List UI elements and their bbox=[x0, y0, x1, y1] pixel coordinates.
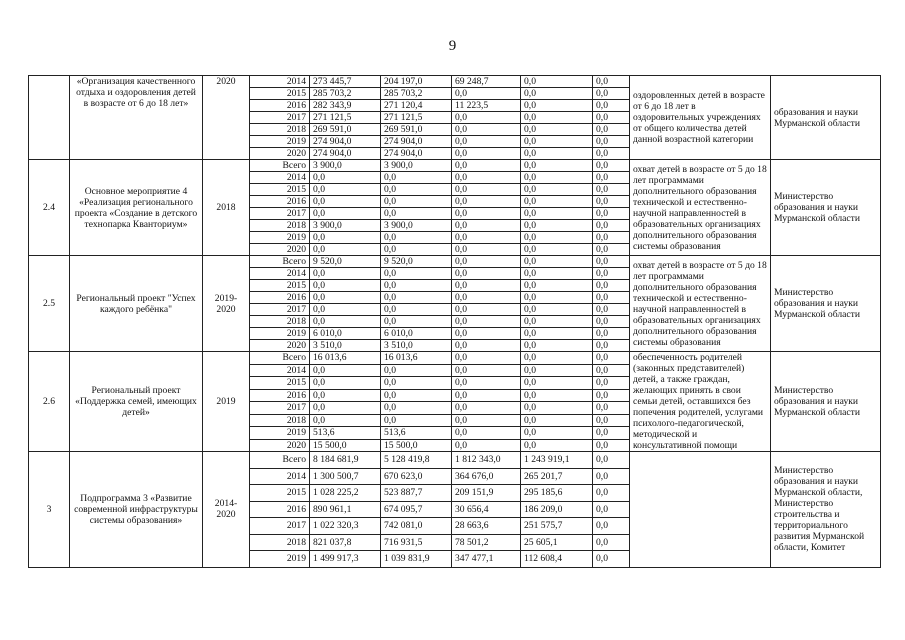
value-cell: 0,0 bbox=[593, 439, 630, 452]
value-cell: 0,0 bbox=[310, 304, 381, 316]
value-cell: 0,0 bbox=[593, 268, 630, 280]
value-cell: 11 223,5 bbox=[452, 100, 521, 112]
year-cell: 2019 bbox=[250, 328, 310, 340]
table-row bbox=[29, 452, 881, 469]
year-cell: 2014 bbox=[250, 468, 310, 485]
value-cell: 16 013,6 bbox=[310, 352, 381, 365]
result-indicator bbox=[630, 452, 771, 568]
value-cell: 1 028 225,2 bbox=[310, 485, 381, 502]
value-cell: 0,0 bbox=[381, 232, 452, 244]
value-cell: 0,0 bbox=[381, 292, 452, 304]
value-cell: 9 520,0 bbox=[310, 256, 381, 268]
value-cell: 0,0 bbox=[521, 389, 593, 402]
value-cell: 0,0 bbox=[310, 244, 381, 256]
value-cell: 3 900,0 bbox=[381, 160, 452, 172]
result-indicator: оздоровленных детей в возрасте от 6 до 18 лет в оздоровительных учреждениях от общего количества детей данной возрастной категории bbox=[630, 76, 771, 160]
value-cell: 0,0 bbox=[310, 377, 381, 390]
value-cell: 0,0 bbox=[381, 244, 452, 256]
year-cell: 2019 bbox=[250, 551, 310, 568]
value-cell: 0,0 bbox=[593, 518, 630, 535]
value-cell: 0,0 bbox=[521, 256, 593, 268]
value-cell: 513,6 bbox=[381, 427, 452, 440]
value-cell: 0,0 bbox=[452, 196, 521, 208]
value-cell: 271 121,5 bbox=[310, 112, 381, 124]
table-row bbox=[29, 76, 881, 88]
year-cell: 2020 bbox=[250, 244, 310, 256]
executor: Министерство образования и науки Мурманской области bbox=[771, 256, 881, 352]
year-cell: 2014 bbox=[250, 364, 310, 377]
value-cell: 295 185,6 bbox=[521, 485, 593, 502]
value-cell: 0,0 bbox=[521, 232, 593, 244]
year-cell: 2017 bbox=[250, 112, 310, 124]
value-cell: 8 184 681,9 bbox=[310, 452, 381, 469]
row-number: 2.6 bbox=[29, 352, 70, 452]
value-cell: 0,0 bbox=[521, 402, 593, 415]
value-cell: 0,0 bbox=[521, 328, 593, 340]
value-cell: 274 904,0 bbox=[381, 148, 452, 160]
row-number: 3 bbox=[29, 452, 70, 568]
year-cell: 2016 bbox=[250, 100, 310, 112]
value-cell: 0,0 bbox=[381, 268, 452, 280]
value-cell: 0,0 bbox=[593, 377, 630, 390]
value-cell: 0,0 bbox=[593, 389, 630, 402]
value-cell: 271 120,4 bbox=[381, 100, 452, 112]
value-cell: 0,0 bbox=[593, 136, 630, 148]
value-cell: 0,0 bbox=[452, 328, 521, 340]
year-cell: 2014 bbox=[250, 76, 310, 88]
value-cell: 0,0 bbox=[593, 88, 630, 100]
value-cell: 0,0 bbox=[452, 220, 521, 232]
table-body bbox=[29, 76, 881, 568]
value-cell: 513,6 bbox=[310, 427, 381, 440]
year-cell: 2017 bbox=[250, 304, 310, 316]
value-cell: 0,0 bbox=[381, 389, 452, 402]
value-cell: 523 887,7 bbox=[381, 485, 452, 502]
value-cell: 0,0 bbox=[593, 184, 630, 196]
result-indicator: охват детей в возрасте от 5 до 18 лет программами дополнительного образования технической и естественно-научной направленностей в образовательных организациях дополнительного образования системы образования bbox=[630, 160, 771, 256]
value-cell: 0,0 bbox=[310, 389, 381, 402]
value-cell: 347 477,1 bbox=[452, 551, 521, 568]
value-cell: 0,0 bbox=[521, 196, 593, 208]
value-cell: 670 623,0 bbox=[381, 468, 452, 485]
value-cell: 742 081,0 bbox=[381, 518, 452, 535]
value-cell: 0,0 bbox=[593, 256, 630, 268]
activity-name: Региональный проект «Поддержка семей, имеющих детей» bbox=[70, 352, 203, 452]
year-cell: 2017 bbox=[250, 402, 310, 415]
value-cell: 0,0 bbox=[521, 414, 593, 427]
row-number bbox=[29, 76, 70, 160]
value-cell: 28 663,6 bbox=[452, 518, 521, 535]
value-cell: 0,0 bbox=[521, 352, 593, 365]
result-indicator: обеспеченность родителей (законных представителей) детей, а также граждан, желающих принять в свои семьи детей, оставшихся без попечения родителей, услугами психолого-педагогической, методической и консультативной помощи bbox=[630, 352, 771, 452]
year-cell: 2015 bbox=[250, 280, 310, 292]
row-number: 2.4 bbox=[29, 160, 70, 256]
value-cell: 0,0 bbox=[593, 196, 630, 208]
value-cell: 0,0 bbox=[521, 124, 593, 136]
value-cell: 890 961,1 bbox=[310, 501, 381, 518]
value-cell: 0,0 bbox=[593, 468, 630, 485]
row-number: 2.5 bbox=[29, 256, 70, 352]
value-cell: 0,0 bbox=[310, 184, 381, 196]
value-cell: 0,0 bbox=[310, 196, 381, 208]
year-cell: 2020 bbox=[250, 340, 310, 352]
executor: Министерство образования и науки Мурманской области bbox=[771, 160, 881, 256]
value-cell: 0,0 bbox=[593, 534, 630, 551]
value-cell: 0,0 bbox=[521, 172, 593, 184]
year-cell: 2014 bbox=[250, 268, 310, 280]
value-cell: 285 703,2 bbox=[310, 88, 381, 100]
value-cell: 274 904,0 bbox=[381, 136, 452, 148]
program-table bbox=[28, 75, 881, 568]
value-cell: 0,0 bbox=[452, 389, 521, 402]
year-cell: 2017 bbox=[250, 208, 310, 220]
value-cell: 0,0 bbox=[310, 316, 381, 328]
value-cell: 0,0 bbox=[310, 402, 381, 415]
value-cell: 0,0 bbox=[452, 439, 521, 452]
value-cell: 3 900,0 bbox=[310, 160, 381, 172]
value-cell: 0,0 bbox=[593, 340, 630, 352]
value-cell: 0,0 bbox=[593, 452, 630, 469]
year-cell: Всего bbox=[250, 452, 310, 469]
value-cell: 0,0 bbox=[521, 100, 593, 112]
year-cell: 2016 bbox=[250, 292, 310, 304]
value-cell: 364 676,0 bbox=[452, 468, 521, 485]
activity-name: Подпрограмма 3 «Развитие современной инфраструктуры системы образования» bbox=[70, 452, 203, 568]
value-cell: 0,0 bbox=[593, 112, 630, 124]
value-cell: 0,0 bbox=[381, 402, 452, 415]
value-cell: 0,0 bbox=[452, 172, 521, 184]
value-cell: 0,0 bbox=[593, 124, 630, 136]
value-cell: 0,0 bbox=[452, 414, 521, 427]
value-cell: 16 013,6 bbox=[381, 352, 452, 365]
value-cell: 0,0 bbox=[310, 268, 381, 280]
value-cell: 0,0 bbox=[452, 136, 521, 148]
value-cell: 15 500,0 bbox=[310, 439, 381, 452]
value-cell: 0,0 bbox=[452, 280, 521, 292]
value-cell: 0,0 bbox=[593, 352, 630, 365]
value-cell: 251 575,7 bbox=[521, 518, 593, 535]
year-cell: 2016 bbox=[250, 389, 310, 402]
value-cell: 0,0 bbox=[310, 172, 381, 184]
year-cell: 2019 bbox=[250, 427, 310, 440]
value-cell: 0,0 bbox=[452, 402, 521, 415]
implementation-years: 2019-2020 bbox=[203, 256, 250, 352]
value-cell: 674 095,7 bbox=[381, 501, 452, 518]
value-cell: 0,0 bbox=[521, 208, 593, 220]
value-cell: 0,0 bbox=[593, 172, 630, 184]
value-cell: 0,0 bbox=[452, 292, 521, 304]
value-cell: 0,0 bbox=[593, 427, 630, 440]
value-cell: 0,0 bbox=[521, 148, 593, 160]
value-cell: 0,0 bbox=[593, 304, 630, 316]
year-cell: 2018 bbox=[250, 534, 310, 551]
implementation-years: 2014-2020 bbox=[203, 452, 250, 568]
value-cell: 1 499 917,3 bbox=[310, 551, 381, 568]
year-cell: 2020 bbox=[250, 148, 310, 160]
value-cell: 3 510,0 bbox=[310, 340, 381, 352]
value-cell: 78 501,2 bbox=[452, 534, 521, 551]
value-cell: 0,0 bbox=[452, 208, 521, 220]
value-cell: 0,0 bbox=[452, 364, 521, 377]
value-cell: 25 605,1 bbox=[521, 534, 593, 551]
value-cell: 0,0 bbox=[593, 402, 630, 415]
value-cell: 0,0 bbox=[452, 256, 521, 268]
value-cell: 274 904,0 bbox=[310, 136, 381, 148]
value-cell: 274 904,0 bbox=[310, 148, 381, 160]
value-cell: 1 243 919,1 bbox=[521, 452, 593, 469]
value-cell: 0,0 bbox=[593, 364, 630, 377]
year-cell: 2016 bbox=[250, 196, 310, 208]
year-cell: Всего bbox=[250, 352, 310, 365]
value-cell: 0,0 bbox=[521, 244, 593, 256]
value-cell: 0,0 bbox=[593, 220, 630, 232]
table-row bbox=[29, 352, 881, 365]
table-row bbox=[29, 256, 881, 268]
year-cell: 2015 bbox=[250, 184, 310, 196]
value-cell: 0,0 bbox=[381, 196, 452, 208]
value-cell: 204 197,0 bbox=[381, 76, 452, 88]
value-cell: 0,0 bbox=[521, 184, 593, 196]
value-cell: 0,0 bbox=[593, 485, 630, 502]
year-cell: 2018 bbox=[250, 220, 310, 232]
year-cell: 2015 bbox=[250, 485, 310, 502]
value-cell: 0,0 bbox=[593, 148, 630, 160]
year-cell: 2017 bbox=[250, 518, 310, 535]
value-cell: 0,0 bbox=[310, 364, 381, 377]
value-cell: 1 022 320,3 bbox=[310, 518, 381, 535]
value-cell: 0,0 bbox=[521, 160, 593, 172]
value-cell: 9 520,0 bbox=[381, 256, 452, 268]
value-cell: 0,0 bbox=[593, 244, 630, 256]
value-cell: 0,0 bbox=[310, 208, 381, 220]
value-cell: 0,0 bbox=[593, 551, 630, 568]
value-cell: 3 900,0 bbox=[310, 220, 381, 232]
value-cell: 0,0 bbox=[521, 88, 593, 100]
year-cell: Всего bbox=[250, 160, 310, 172]
implementation-years: 2020 bbox=[203, 76, 250, 160]
value-cell: 0,0 bbox=[593, 501, 630, 518]
value-cell: 0,0 bbox=[452, 304, 521, 316]
value-cell: 0,0 bbox=[381, 280, 452, 292]
year-cell: 2016 bbox=[250, 501, 310, 518]
value-cell: 0,0 bbox=[381, 364, 452, 377]
value-cell: 0,0 bbox=[452, 377, 521, 390]
value-cell: 0,0 bbox=[521, 292, 593, 304]
value-cell: 0,0 bbox=[452, 88, 521, 100]
year-cell: Всего bbox=[250, 256, 310, 268]
value-cell: 0,0 bbox=[381, 208, 452, 220]
value-cell: 0,0 bbox=[381, 414, 452, 427]
executor: Министерство образования и науки Мурманской области bbox=[771, 352, 881, 452]
value-cell: 0,0 bbox=[452, 124, 521, 136]
value-cell: 0,0 bbox=[310, 280, 381, 292]
value-cell: 0,0 bbox=[452, 160, 521, 172]
value-cell: 0,0 bbox=[452, 244, 521, 256]
year-cell: 2019 bbox=[250, 232, 310, 244]
value-cell: 69 248,7 bbox=[452, 76, 521, 88]
value-cell: 271 121,5 bbox=[381, 112, 452, 124]
result-indicator: охват детей в возрасте от 5 до 18 лет программами дополнительного образования технической и естественно-научной направленностей в образовательных организациях дополнительного образования системы образования bbox=[630, 256, 771, 352]
value-cell: 0,0 bbox=[310, 292, 381, 304]
value-cell: 821 037,8 bbox=[310, 534, 381, 551]
value-cell: 265 201,7 bbox=[521, 468, 593, 485]
value-cell: 0,0 bbox=[593, 76, 630, 88]
executor: Министерство образования и науки Мурманской области, Министерство строительства и территориального развития Мурманской области, Комитет bbox=[771, 452, 881, 568]
value-cell: 30 656,4 bbox=[452, 501, 521, 518]
value-cell: 3 900,0 bbox=[381, 220, 452, 232]
value-cell: 0,0 bbox=[452, 352, 521, 365]
value-cell: 0,0 bbox=[381, 184, 452, 196]
year-cell: 2020 bbox=[250, 439, 310, 452]
value-cell: 3 510,0 bbox=[381, 340, 452, 352]
value-cell: 0,0 bbox=[452, 148, 521, 160]
value-cell: 0,0 bbox=[521, 112, 593, 124]
value-cell: 112 608,4 bbox=[521, 551, 593, 568]
value-cell: 6 010,0 bbox=[310, 328, 381, 340]
activity-name: Основное мероприятие 4 «Реализация регионального проекта «Создание в детского технопарка Кванториум» bbox=[70, 160, 203, 256]
value-cell: 0,0 bbox=[381, 316, 452, 328]
value-cell: 285 703,2 bbox=[381, 88, 452, 100]
year-cell: 2018 bbox=[250, 124, 310, 136]
year-cell: 2018 bbox=[250, 414, 310, 427]
value-cell: 0,0 bbox=[593, 232, 630, 244]
value-cell: 0,0 bbox=[593, 414, 630, 427]
value-cell: 1 039 831,9 bbox=[381, 551, 452, 568]
value-cell: 0,0 bbox=[452, 268, 521, 280]
value-cell: 0,0 bbox=[521, 136, 593, 148]
year-cell: 2019 bbox=[250, 136, 310, 148]
value-cell: 1 812 343,0 bbox=[452, 452, 521, 469]
value-cell: 0,0 bbox=[593, 292, 630, 304]
value-cell: 0,0 bbox=[452, 184, 521, 196]
year-cell: 2014 bbox=[250, 172, 310, 184]
value-cell: 0,0 bbox=[381, 172, 452, 184]
year-cell: 2018 bbox=[250, 316, 310, 328]
value-cell: 209 151,9 bbox=[452, 485, 521, 502]
value-cell: 0,0 bbox=[521, 280, 593, 292]
page-number: 9 bbox=[448, 38, 457, 54]
value-cell: 0,0 bbox=[521, 340, 593, 352]
value-cell: 0,0 bbox=[521, 439, 593, 452]
value-cell: 0,0 bbox=[593, 280, 630, 292]
value-cell: 0,0 bbox=[593, 160, 630, 172]
value-cell: 1 300 500,7 bbox=[310, 468, 381, 485]
executor: образования и науки Мурманской области bbox=[771, 76, 881, 160]
table-row bbox=[29, 160, 881, 172]
value-cell: 0,0 bbox=[593, 100, 630, 112]
value-cell: 282 343,9 bbox=[310, 100, 381, 112]
value-cell: 0,0 bbox=[452, 340, 521, 352]
value-cell: 5 128 419,8 bbox=[381, 452, 452, 469]
value-cell: 269 591,0 bbox=[381, 124, 452, 136]
value-cell: 15 500,0 bbox=[381, 439, 452, 452]
value-cell: 0,0 bbox=[381, 377, 452, 390]
value-cell: 269 591,0 bbox=[310, 124, 381, 136]
value-cell: 0,0 bbox=[593, 328, 630, 340]
value-cell: 0,0 bbox=[452, 232, 521, 244]
value-cell: 0,0 bbox=[521, 220, 593, 232]
value-cell: 0,0 bbox=[521, 316, 593, 328]
implementation-years: 2018 bbox=[203, 160, 250, 256]
value-cell: 0,0 bbox=[452, 112, 521, 124]
value-cell: 0,0 bbox=[452, 427, 521, 440]
activity-name: «Организация качественного отдыха и оздоровления детей в возрасте от 6 до 18 лет» bbox=[70, 76, 203, 160]
value-cell: 0,0 bbox=[521, 377, 593, 390]
activity-name: Региональный проект "Успех каждого ребёнка" bbox=[70, 256, 203, 352]
value-cell: 0,0 bbox=[521, 364, 593, 377]
value-cell: 0,0 bbox=[521, 427, 593, 440]
value-cell: 6 010,0 bbox=[381, 328, 452, 340]
value-cell: 0,0 bbox=[310, 414, 381, 427]
value-cell: 0,0 bbox=[381, 304, 452, 316]
year-cell: 2015 bbox=[250, 88, 310, 100]
value-cell: 0,0 bbox=[521, 268, 593, 280]
value-cell: 0,0 bbox=[593, 208, 630, 220]
value-cell: 0,0 bbox=[521, 76, 593, 88]
implementation-years: 2019 bbox=[203, 352, 250, 452]
year-cell: 2015 bbox=[250, 377, 310, 390]
value-cell: 0,0 bbox=[521, 304, 593, 316]
value-cell: 273 445,7 bbox=[310, 76, 381, 88]
value-cell: 716 931,5 bbox=[381, 534, 452, 551]
value-cell: 186 209,0 bbox=[521, 501, 593, 518]
value-cell: 0,0 bbox=[310, 232, 381, 244]
value-cell: 0,0 bbox=[593, 316, 630, 328]
value-cell: 0,0 bbox=[452, 316, 521, 328]
